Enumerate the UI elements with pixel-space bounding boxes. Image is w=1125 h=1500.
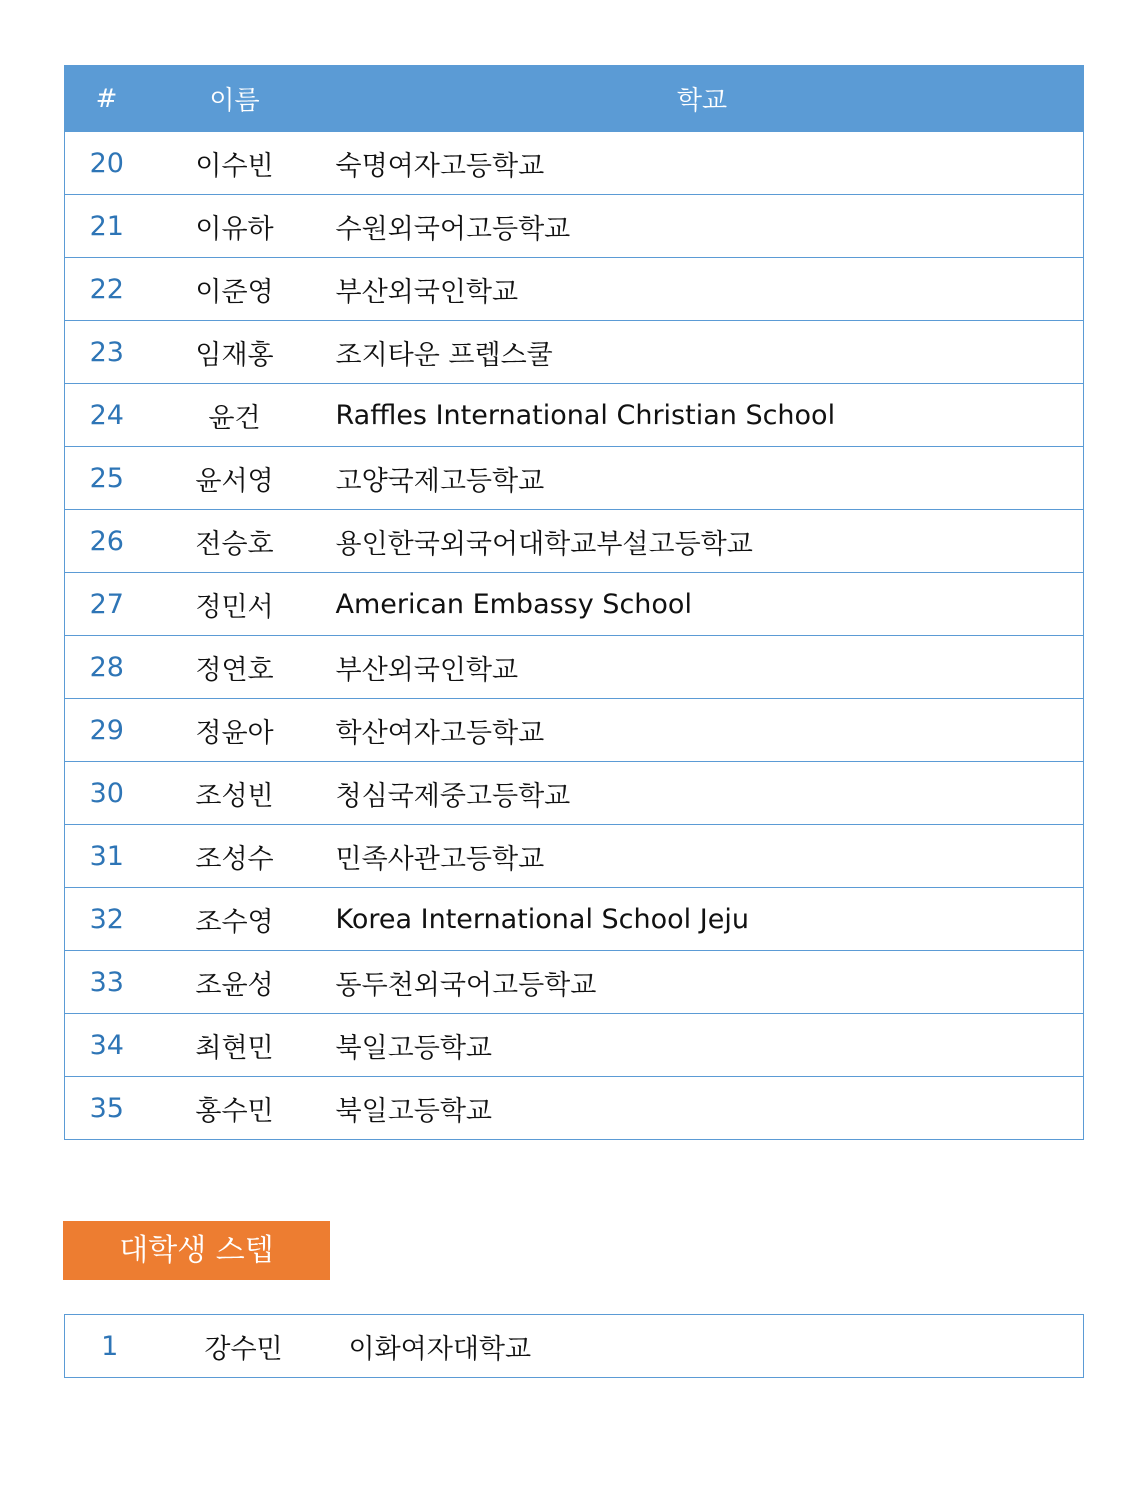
row-number: 30 [65,762,149,825]
table-row [65,510,1084,573]
row-name: 조수영 [149,888,321,951]
row-number: 23 [65,321,149,384]
row-name: 정윤아 [149,699,321,762]
row-school: American Embassy School [321,573,1084,636]
row-school: 부산외국인학교 [321,636,1084,699]
table-row [65,1077,1084,1140]
row-name: 임재홍 [149,321,321,384]
row-name: 강수민 [155,1315,333,1378]
row-school: Raffles International Christian School [321,384,1084,447]
table-row [65,699,1084,762]
row-name: 윤건 [149,384,321,447]
row-number: 34 [65,1014,149,1077]
row-number: 21 [65,195,149,258]
row-name: 이수빈 [149,132,321,195]
row-name: 홍수민 [149,1077,321,1140]
row-number: 25 [65,447,149,510]
header-number: # [65,66,149,132]
row-school: 용인한국외국어대학교부설고등학교 [321,510,1084,573]
row-school: 수원외국어고등학교 [321,195,1084,258]
table-row [65,573,1084,636]
row-school: 부산외국인학교 [321,258,1084,321]
table-row [65,636,1084,699]
row-school: 고양국제고등학교 [321,447,1084,510]
header-school: 학교 [321,66,1084,132]
table-row [65,825,1084,888]
row-school: 민족사관고등학교 [321,825,1084,888]
row-number: 32 [65,888,149,951]
row-number: 35 [65,1077,149,1140]
row-school: 북일고등학교 [321,1014,1084,1077]
table-row [65,132,1084,195]
row-name: 최현민 [149,1014,321,1077]
row-school: 숙명여자고등학교 [321,132,1084,195]
row-school: 북일고등학교 [321,1077,1084,1140]
row-name: 윤서영 [149,447,321,510]
table-row [65,195,1084,258]
row-name: 조성수 [149,825,321,888]
row-name: 전승호 [149,510,321,573]
row-school: Korea International School Jeju [321,888,1084,951]
table-row [65,258,1084,321]
student-roster-table [64,65,1084,1140]
table-row [65,447,1084,510]
row-number: 29 [65,699,149,762]
row-number: 24 [65,384,149,447]
row-school: 학산여자고등학교 [321,699,1084,762]
table-row [65,1014,1084,1077]
row-name: 조윤성 [149,951,321,1014]
table-row [65,384,1084,447]
row-name: 이유하 [149,195,321,258]
row-school: 동두천외국어고등학교 [321,951,1084,1014]
table-row [65,321,1084,384]
row-number: 26 [65,510,149,573]
row-name: 이준영 [149,258,321,321]
row-school: 청심국제중고등학교 [321,762,1084,825]
table-row [65,762,1084,825]
row-name: 정민서 [149,573,321,636]
row-number: 28 [65,636,149,699]
table-row [65,1315,1084,1378]
header-name: 이름 [149,66,321,132]
row-number: 20 [65,132,149,195]
college-staff-table [64,1314,1084,1378]
table-row [65,951,1084,1014]
row-name: 조성빈 [149,762,321,825]
table-row [65,888,1084,951]
roster-header-row [65,66,1084,132]
row-number: 33 [65,951,149,1014]
row-name: 정연호 [149,636,321,699]
row-school: 조지타운 프렙스쿨 [321,321,1084,384]
row-number: 27 [65,573,149,636]
row-number: 22 [65,258,149,321]
row-number: 1 [65,1315,155,1378]
college-staff-section-label: 대학생 스텝 [63,1221,330,1280]
row-number: 31 [65,825,149,888]
row-school: 이화여자대학교 [333,1315,1084,1378]
